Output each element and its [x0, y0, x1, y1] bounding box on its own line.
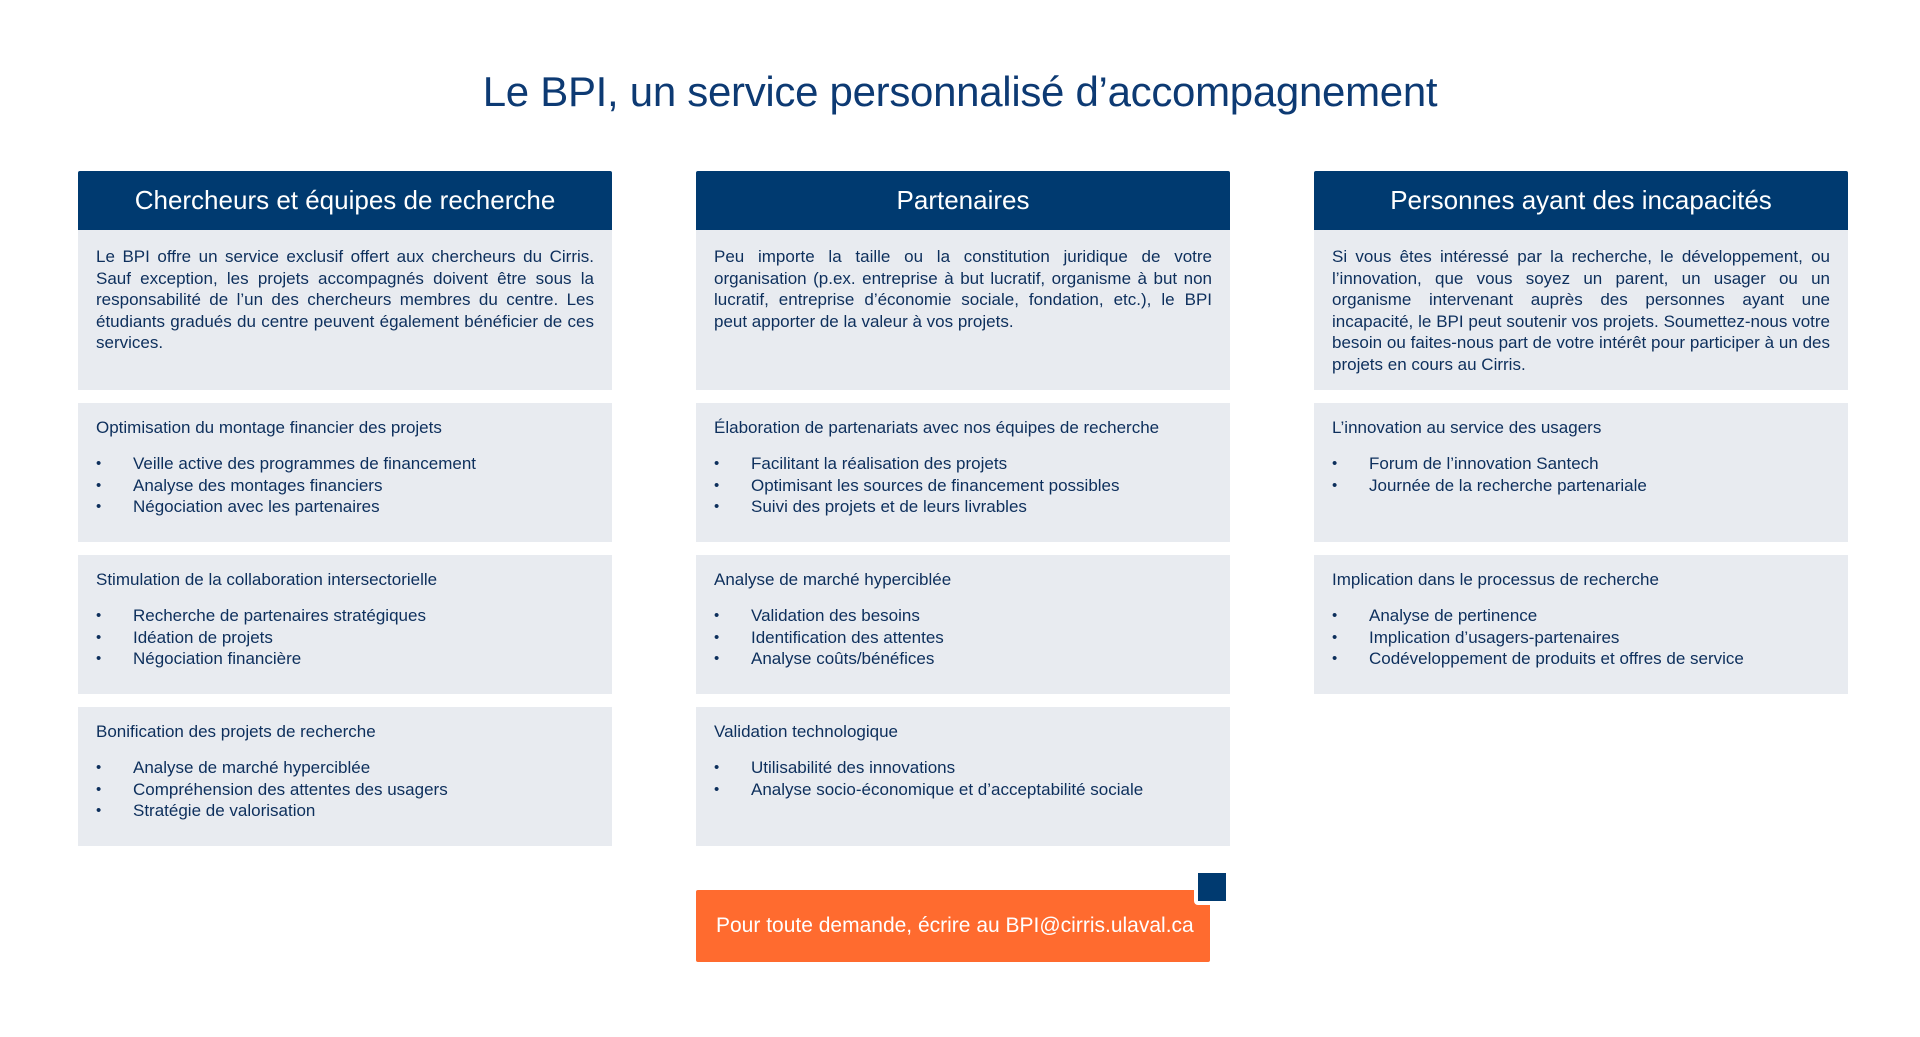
list-item: • Facilitant la réalisation des projets	[714, 453, 1212, 475]
bullet-list	[1332, 605, 1830, 670]
service-block	[696, 707, 1230, 846]
block-title: Optimisation du montage financier des projets	[96, 418, 442, 437]
list-item: • Implication d’usagers-partenaires	[1332, 627, 1830, 649]
column-intro: Peu importe la taille ou la constitution juridique de votre organisation (p.ex. entreprise à but lucratif, organisme à but non lucratif, entreprise d’économie sociale, fondation, etc.), le BPI peut apporter de la valeur à vos projets.	[696, 230, 1230, 390]
bullet-list	[96, 757, 594, 822]
column-header: Chercheurs et équipes de recherche	[78, 171, 612, 230]
list-item: • Compréhension des attentes des usagers	[96, 779, 594, 801]
contact-email-button[interactable]: Pour toute demande, écrire au BPI@cirris.ulaval.ca	[696, 890, 1210, 962]
bullet-list	[96, 453, 594, 518]
column-header: Personnes ayant des incapacités	[1314, 171, 1848, 230]
bullet-list	[714, 757, 1212, 800]
list-item: • Négociation avec les partenaires	[96, 496, 594, 518]
service-block	[78, 707, 612, 846]
list-item: • Forum de l’innovation Santech	[1332, 453, 1830, 475]
list-item: • Veille active des programmes de financement	[96, 453, 594, 475]
column-chercheurs	[78, 171, 612, 846]
list-item: • Analyse des montages financiers	[96, 475, 594, 497]
page-title: Le BPI, un service personnalisé d’accompagnement	[482, 68, 1438, 115]
service-block	[1314, 555, 1848, 694]
column-intro: Si vous êtes intéressé par la recherche, le développement, ou l’innovation, que vous soyez un parent, un usager ou un organisme intervenant auprès des personnes ayant une incapacité, le BPI peut soutenir vos projets. Soumettez-nous votre besoin ou faites-nous part de votre intérêt pour participer à un des projets en cours au Cirris.	[1314, 230, 1848, 390]
list-item: • Analyse de marché hyperciblée	[96, 757, 594, 779]
block-title: Analyse de marché hyperciblée	[714, 570, 952, 589]
bullet-list	[714, 453, 1212, 518]
column-partenaires	[696, 171, 1230, 846]
block-title: Stimulation de la collaboration intersectorielle	[96, 570, 438, 589]
block-title: Validation technologique	[714, 722, 898, 741]
list-item: • Journée de la recherche partenariale	[1332, 475, 1830, 497]
service-block	[696, 403, 1230, 542]
service-block	[78, 555, 612, 694]
service-block	[1314, 403, 1848, 542]
column-intro: Le BPI offre un service exclusif offert aux chercheurs du Cirris. Sauf exception, les projets accompagnés doivent être sous la responsabilité de l’un des chercheurs membres du centre. Les étudiants gradués du centre peuvent également bénéficier de ces services.	[78, 230, 612, 390]
list-item: • Idéation de projets	[96, 627, 594, 649]
list-item: • Optimisant les sources de financement possibles	[714, 475, 1212, 497]
service-block	[696, 555, 1230, 694]
list-item: • Codéveloppement de produits et offres de service	[1332, 648, 1830, 670]
bullet-list	[96, 605, 594, 670]
list-item: • Analyse de pertinence	[1332, 605, 1830, 627]
list-item: • Analyse socio-économique et d’acceptabilité sociale	[714, 779, 1212, 801]
list-item: • Validation des besoins	[714, 605, 1212, 627]
list-item: • Stratégie de valorisation	[96, 800, 594, 822]
list-item: • Identification des attentes	[714, 627, 1212, 649]
list-item: • Recherche de partenaires stratégiques	[96, 605, 594, 627]
bullet-list	[714, 605, 1212, 670]
list-item: • Utilisabilité des innovations	[714, 757, 1212, 779]
column-header: Partenaires	[696, 171, 1230, 230]
block-title: L’innovation au service des usagers	[1332, 418, 1602, 437]
block-title: Bonification des projets de recherche	[96, 722, 376, 741]
column-personnes	[1314, 171, 1848, 694]
list-item: • Analyse coûts/bénéfices	[714, 648, 1212, 670]
block-title: Élaboration de partenariats avec nos équipes de recherche	[714, 418, 1160, 437]
block-title: Implication dans le processus de recherche	[1332, 570, 1659, 589]
service-block	[78, 403, 612, 542]
bullet-list	[1332, 453, 1830, 496]
decorative-square-icon	[1194, 869, 1230, 905]
list-item: • Suivi des projets et de leurs livrables	[714, 496, 1212, 518]
list-item: • Négociation financière	[96, 648, 594, 670]
